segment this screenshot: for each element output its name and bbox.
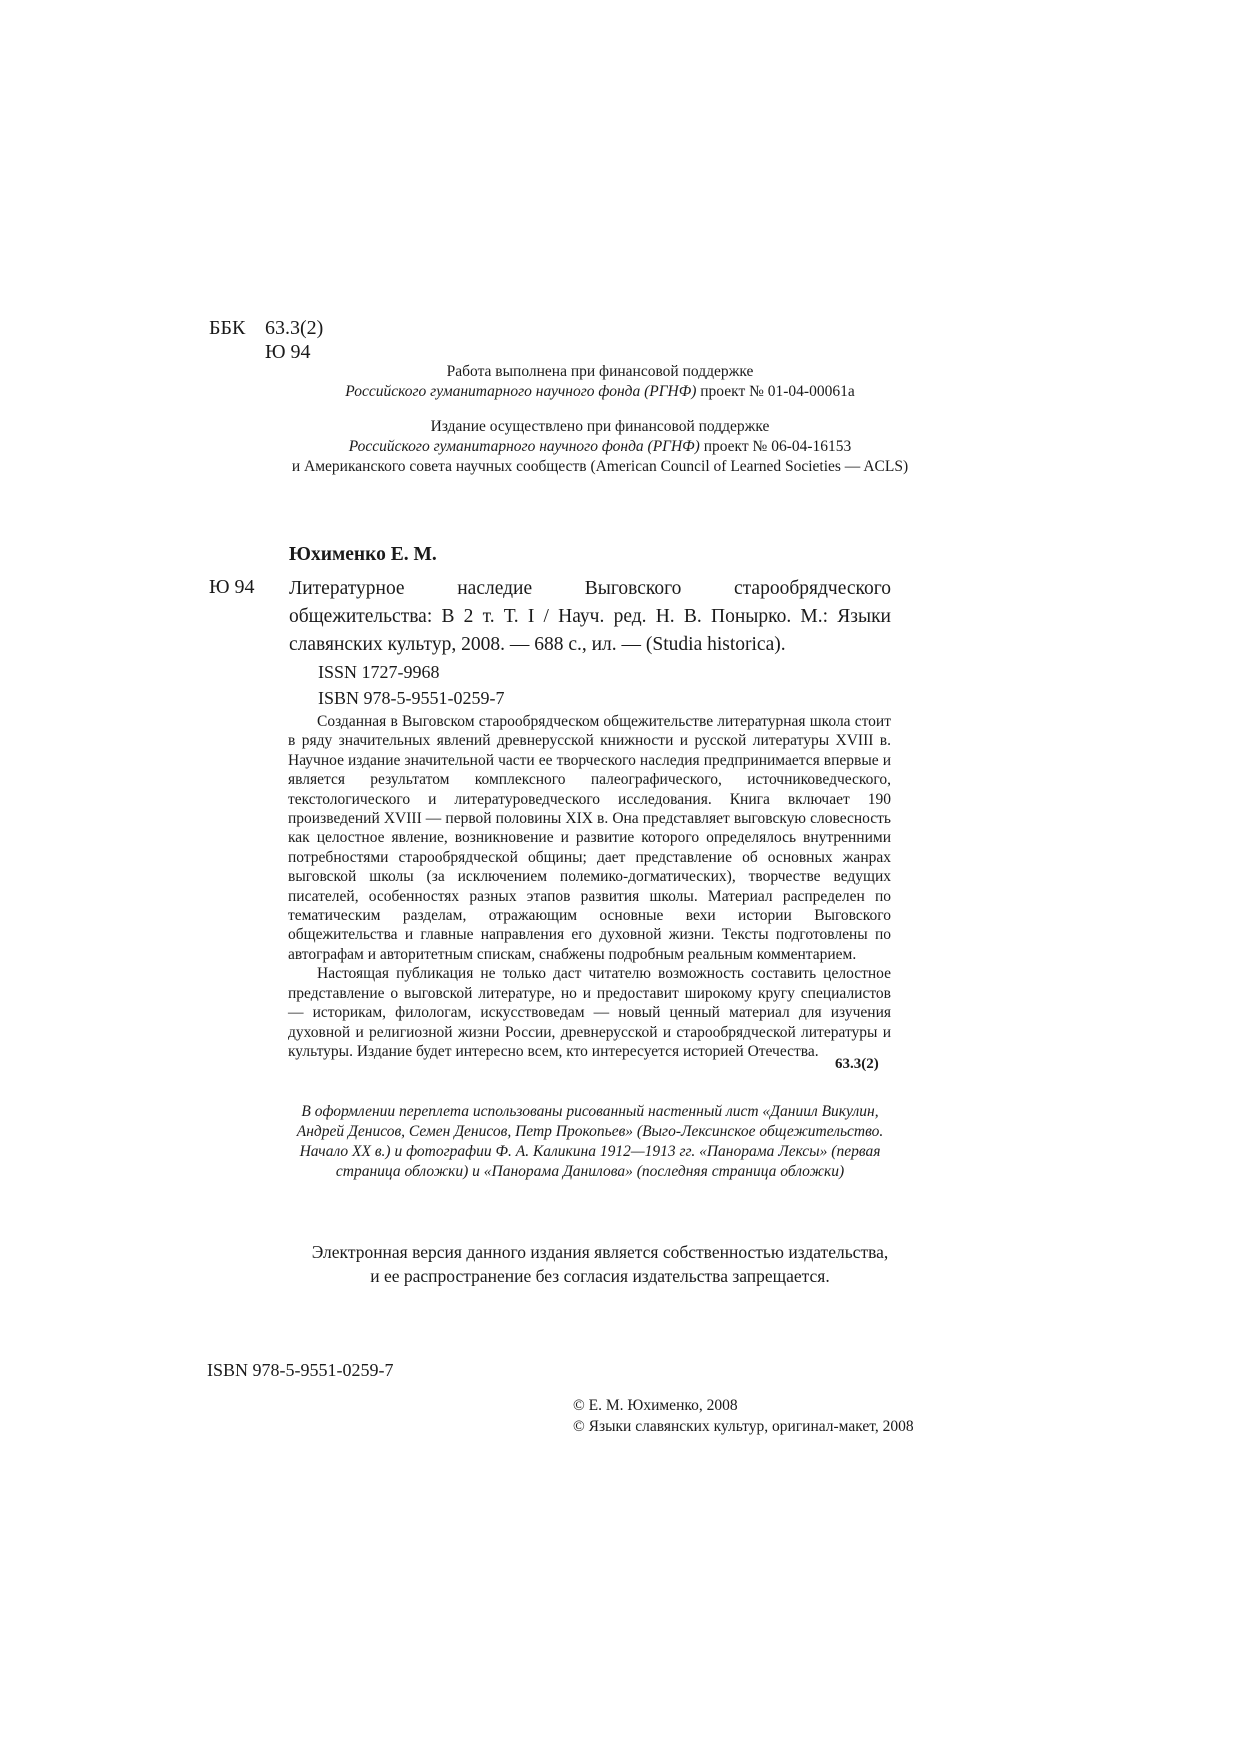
- bbk-author-mark: Ю 94: [265, 341, 311, 363]
- funding-note-publication: [250, 417, 950, 477]
- funding-foundation-line: [250, 437, 950, 457]
- annotation-class-code: 63.3(2): [835, 1056, 879, 1072]
- electronic-version-notice: [250, 1240, 950, 1288]
- funding-line: Издание осуществлено при финансовой поддержке: [430, 418, 770, 435]
- isbn-bottom: ISBN 978-5-9551-0259-7: [207, 1360, 394, 1380]
- foundation-name: Российского гуманитарного научного фонда (РГНФ): [345, 383, 697, 400]
- copyright-author: © Е. М. Юхименко, 2008: [573, 1397, 738, 1414]
- notice-line: и ее распространение без согласия издательства запрещается.: [370, 1266, 830, 1286]
- catalog-author-mark: Ю 94: [209, 576, 255, 598]
- funding-foundation-line: [250, 382, 950, 402]
- catalog-description: Литературное наследие Выговского старообрядческого общежительства: В 2 т. Т. I / Науч. ред. Н. В. Понырко. М.: Языки славянских культур, 2008. — 688 с., ил. — (Studia historica).: [289, 578, 891, 655]
- copyright-publisher: © Языки славянских культур, оригинал-макет, 2008: [573, 1418, 914, 1435]
- project-number: проект № 01-04-00061а: [696, 383, 855, 400]
- annotation-paragraph: Созданная в Выговском старообрядческом общежительстве литературная школа стоит в ряду значительных явлений древнерусской книжности и русской литературы XVIII в. Научное издание значительной части ее творческого наследия предпринимается впервые и является результатом комплексного палеографического, источниковедческого, текстологического и литературоведческого исследования. Книга включает 190 произведений XVIII — первой половины XIX в. Она представляет выговскую словесность как целостное явление, возникновение и развитие которого определялось внутренними потребностями старообрядческой общины; дает представление об основных жанрах выговской школы (за исключением полемико-догматических), творчестве ведущих писателей, особенностях разных этапов развития школы. Материал распределен по тематическим разделам, отражающим основные вехи истории Выговского общежительства и главные направления его духовной жизни. Тексты подготовлены по автографам и авторитетным спискам, снабжены подробным реальным комментарием.: [288, 713, 891, 963]
- bbk-label: ББК: [209, 317, 246, 339]
- project-number: проект № 06-04-16153: [699, 438, 852, 455]
- isbn: ISBN 978-5-9551-0259-7: [318, 688, 505, 708]
- annotation-paragraph: Настоящая публикация не только даст читателю возможность составить целостное представление о выговской литературе, но и предоставит широкому кругу специалистов — историкам, филологам, искусствоведам — новый ценный материал для изучения духовной и религиозной жизни России, древнерусской и старообрядческой литературы и культуры. Издание будет интересно всем, кто интересуется историей Отечества.: [288, 965, 891, 1060]
- notice-line: Электронная версия данного издания является собственностью издательства,: [311, 1242, 889, 1262]
- funding-note-research: [250, 362, 950, 402]
- identifiers: [318, 659, 505, 711]
- catalog-author: Юхименко Е. М.: [289, 544, 437, 565]
- copyright-lines: [573, 1395, 914, 1437]
- funding-line: Работа выполнена при финансовой поддержке: [446, 363, 754, 380]
- acls-line: и Американского совета научных сообществ (American Council of Learned Societies — ACLS): [291, 458, 909, 475]
- foundation-name: Российского гуманитарного научного фонда (РГНФ): [348, 438, 700, 455]
- annotation: [288, 712, 891, 1061]
- bbk-code: 63.3(2): [265, 317, 324, 339]
- issn: ISSN 1727-9968: [318, 662, 440, 682]
- bbk-block: [209, 316, 323, 364]
- cover-design-note: В оформлении переплета использованы рисованный настенный лист «Даниил Викулин, Андрей Денисов, Семен Денисов, Петр Прокопьев» (Выго-Лексинское общежительство. Начало XX в.) и фотографии Ф. А. Каликина 1912—1913 гг. «Панорама Лексы» (первая страница обложки) и «Панорама Данилова» (последняя страница обложки): [296, 1103, 884, 1180]
